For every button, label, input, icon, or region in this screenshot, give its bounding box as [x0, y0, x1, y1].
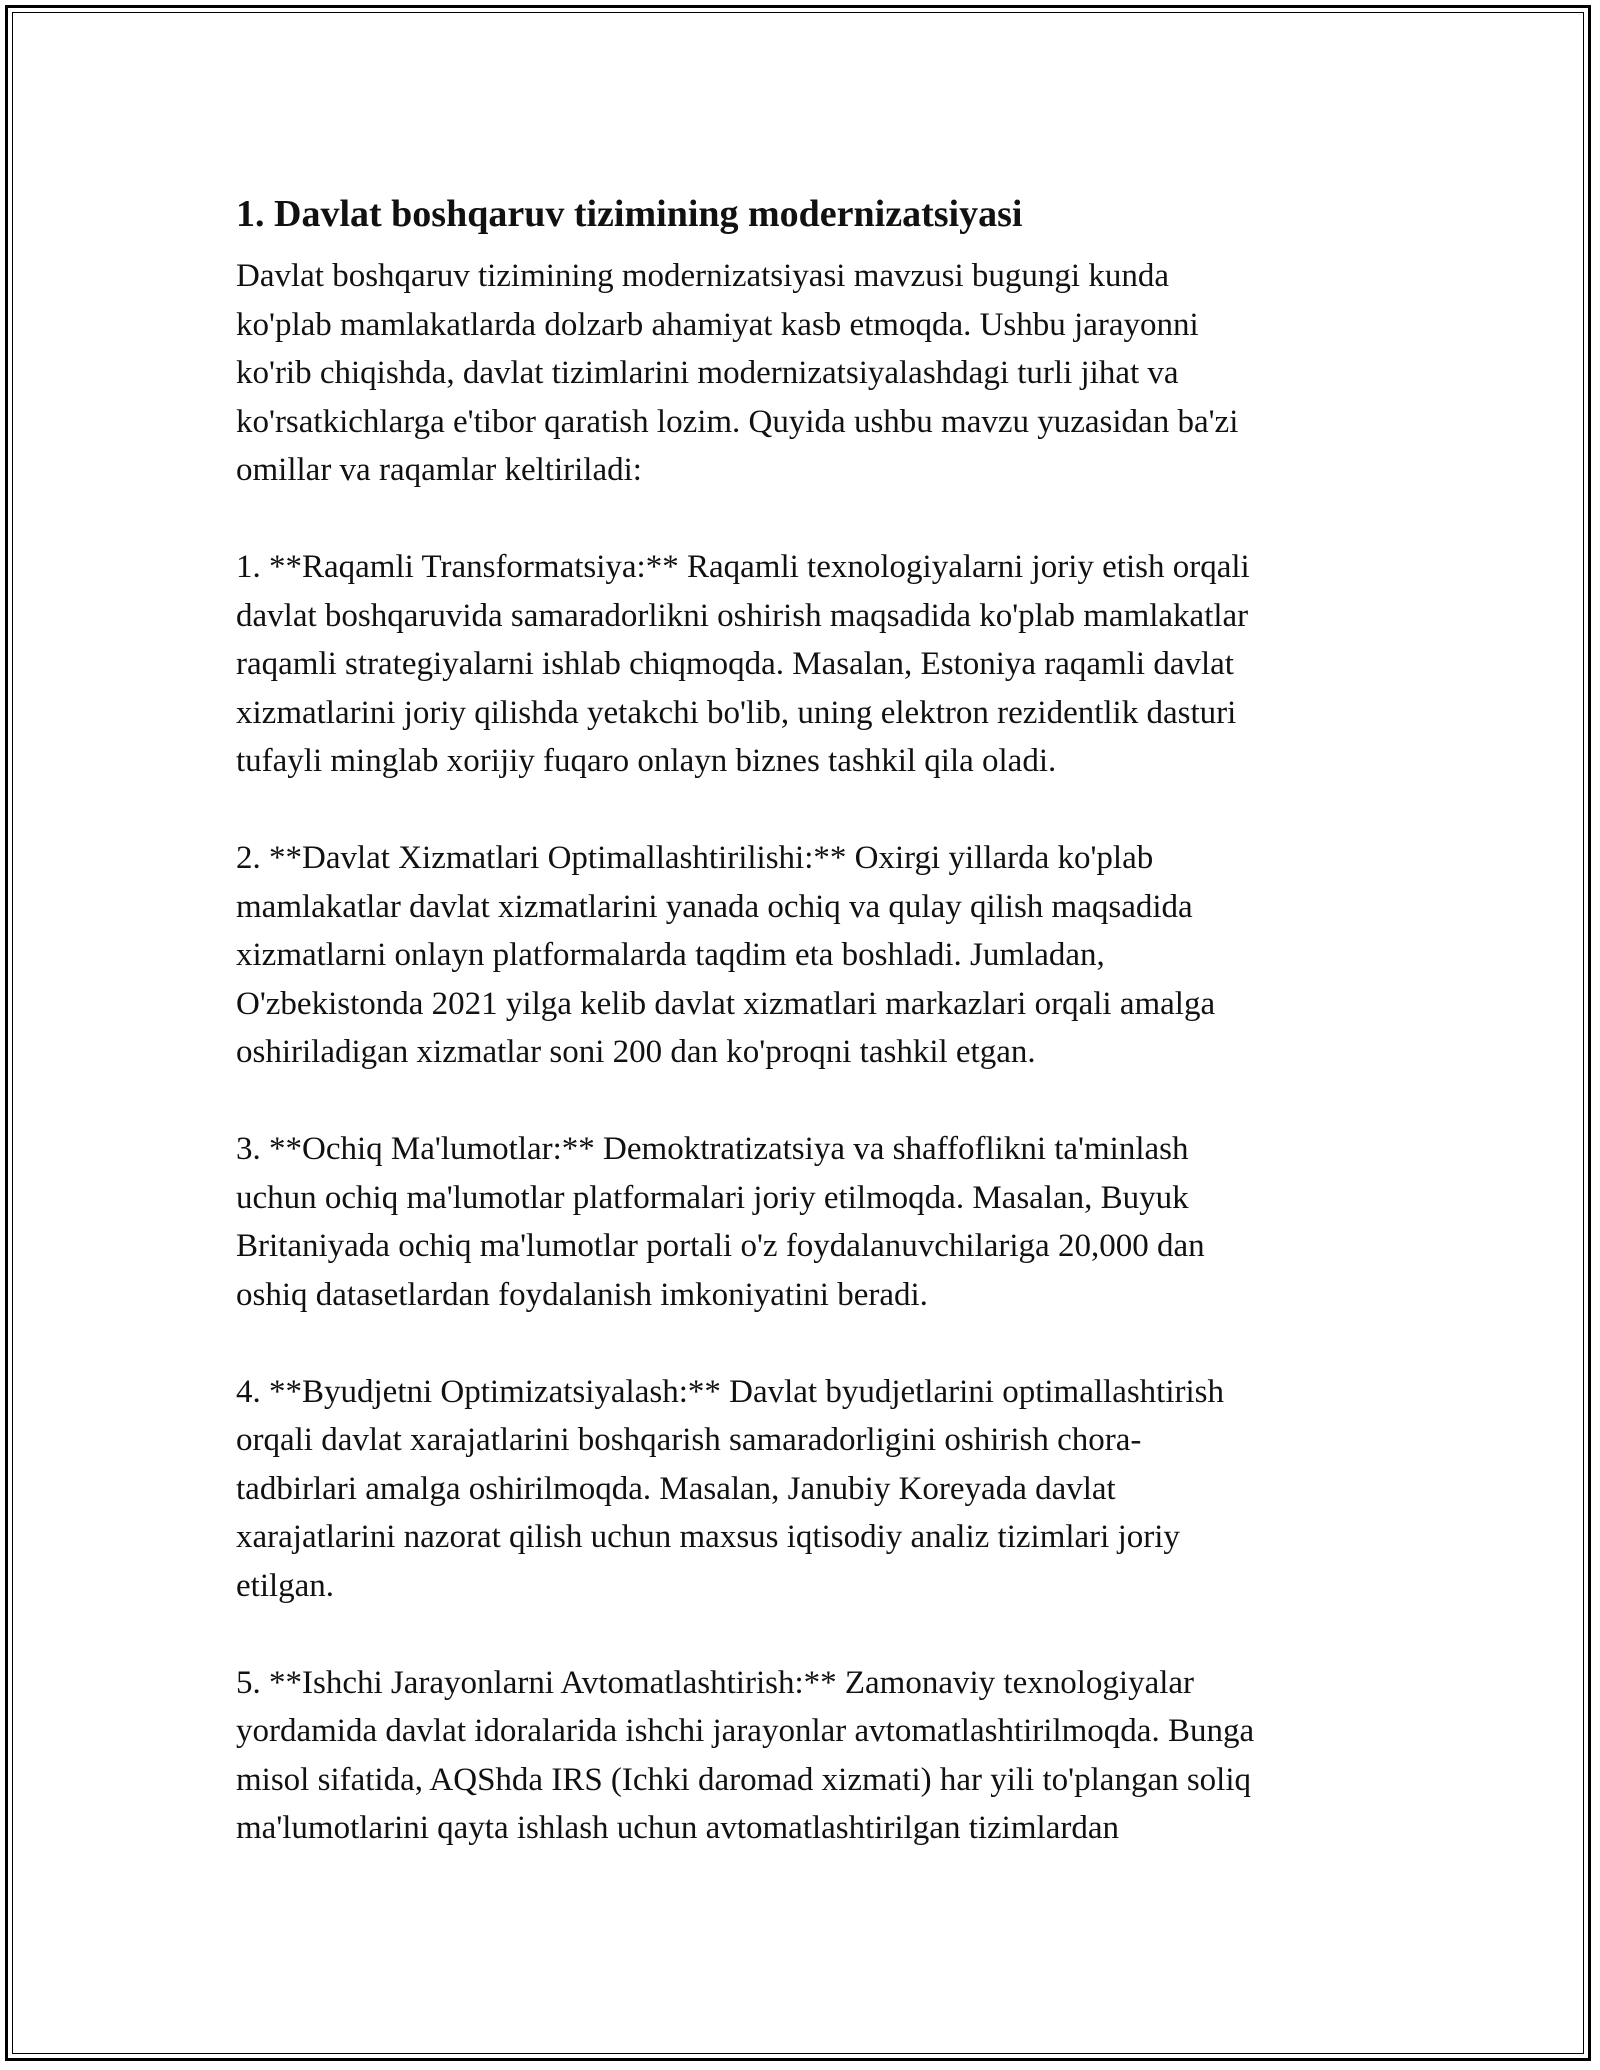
text-line: ma'lumotlarini qayta ishlash uchun avtomatlashtirilgan tizimlardan — [236, 1810, 1119, 1846]
text-line: tufayli minglab xorijiy fuqaro onlayn biznes tashkil qila oladi. — [236, 743, 1057, 779]
list-item-byudjetni-optimizatsiyalash — [236, 1368, 1376, 1611]
text-line: 5. **Ishchi Jarayonlarni Avtomatlashtirish:** Zamonaviy texnologiyalar — [236, 1664, 1195, 1701]
text-line: oshiq datasetlardan foydalanish imkoniyatini beradi. — [236, 1276, 928, 1313]
list-item-ishchi-jarayonlar — [236, 1659, 1376, 1853]
document-body — [236, 186, 1376, 1853]
text-line: ko'plab mamlakatlarda dolzarb ahamiyat kasb etmoqda. Ushbu jarayonni — [236, 306, 1199, 343]
text-line: oshiriladigan xizmatlar soni 200 dan ko'proqni tashkil etgan. — [236, 1034, 1036, 1070]
text-line: orqali davlat xarajatlarini boshqarish samaradorligini oshirish chora- — [236, 1422, 1142, 1458]
text-line: 1. **Raqamli Transformatsiya:** Raqamli texnologiyalarni joriy etish orqali — [236, 549, 1250, 585]
text-line: xizmatlarni onlayn platformalarda taqdim eta boshladi. Jumladan, — [236, 937, 1105, 973]
text-line: 3. **Ochiq Ma'lumotlar:** Demoktratizatsiya va shaffoflikni ta'minlash — [236, 1131, 1189, 1167]
text-line: xizmatlarini joriy qilishda yetakchi bo'lib, uning elektron rezidentlik dasturi — [236, 694, 1237, 731]
section-heading: 1. Davlat boshqaruv tizimining modernizatsiyasi — [236, 193, 1023, 235]
list-item-ochiq-malumotlar — [236, 1125, 1376, 1319]
text-line: mamlakatlar davlat xizmatlarini yanada ochiq va qulay qilish maqsadida — [236, 888, 1193, 925]
text-line: raqamli strategiyalarni ishlab chiqmoqda. Masalan, Estoniya raqamli davlat — [236, 646, 1234, 682]
text-line: Davlat boshqaruv tizimining modernizatsiyasi mavzusi bugungi kunda — [236, 258, 1169, 294]
text-line: davlat boshqaruvida samaradorlikni oshirish maqsadida ko'plab mamlakatlar — [236, 597, 1249, 634]
text-line: yordamida davlat idoralarida ishchi jarayonlar avtomatlashtirilmoqda. Bunga — [236, 1713, 1255, 1749]
text-line: misol sifatida, AQShda IRS (Ichki daromad xizmati) har yili to'plangan soliq — [236, 1761, 1252, 1798]
text-line: Britaniyada ochiq ma'lumotlar portali o'z foydalanuvchilariga 20,000 dan — [236, 1228, 1205, 1264]
paragraph-gap — [236, 495, 1376, 544]
list-item-raqamli-transformatsiya — [236, 543, 1376, 786]
list-item-davlat-xizmatlari — [236, 834, 1376, 1077]
text-line: omillar va raqamlar keltiriladi: — [236, 452, 642, 488]
text-line: ko'rib chiqishda, davlat tizimlarini modernizatsiyalashdagi turli jihat va — [236, 355, 1179, 391]
paragraph-gap — [236, 786, 1376, 835]
text-line: ko'rsatkichlarga e'tibor qaratish lozim. Quyida ushbu mavzu yuzasidan ba'zi — [236, 403, 1239, 440]
intro-paragraph — [236, 252, 1376, 495]
paragraph-gap — [236, 1610, 1376, 1659]
text-line: 4. **Byudjetni Optimizatsiyalash:** Davlat byudjetlarini optimallashtirish — [236, 1373, 1225, 1410]
text-line: O'zbekistonda 2021 yilga kelib davlat xizmatlari markazlari orqali amalga — [236, 985, 1216, 1022]
text-line: 2. **Davlat Xizmatlari Optimallashtirilishi:** Oxirgi yillarda ko'plab — [236, 840, 1154, 876]
paragraph-gap — [236, 1319, 1376, 1368]
paragraph-gap — [236, 1077, 1376, 1126]
text-line: etilgan. — [236, 1567, 335, 1604]
text-line: xarajatlarini nazorat qilish uchun maxsus iqtisodiy analiz tizimlari joriy — [236, 1519, 1180, 1555]
text-line: tadbirlari amalga oshirilmoqda. Masalan, Janubiy Koreyada davlat — [236, 1470, 1116, 1507]
text-line: uchun ochiq ma'lumotlar platformalari joriy etilmoqda. Masalan, Buyuk — [236, 1179, 1189, 1216]
